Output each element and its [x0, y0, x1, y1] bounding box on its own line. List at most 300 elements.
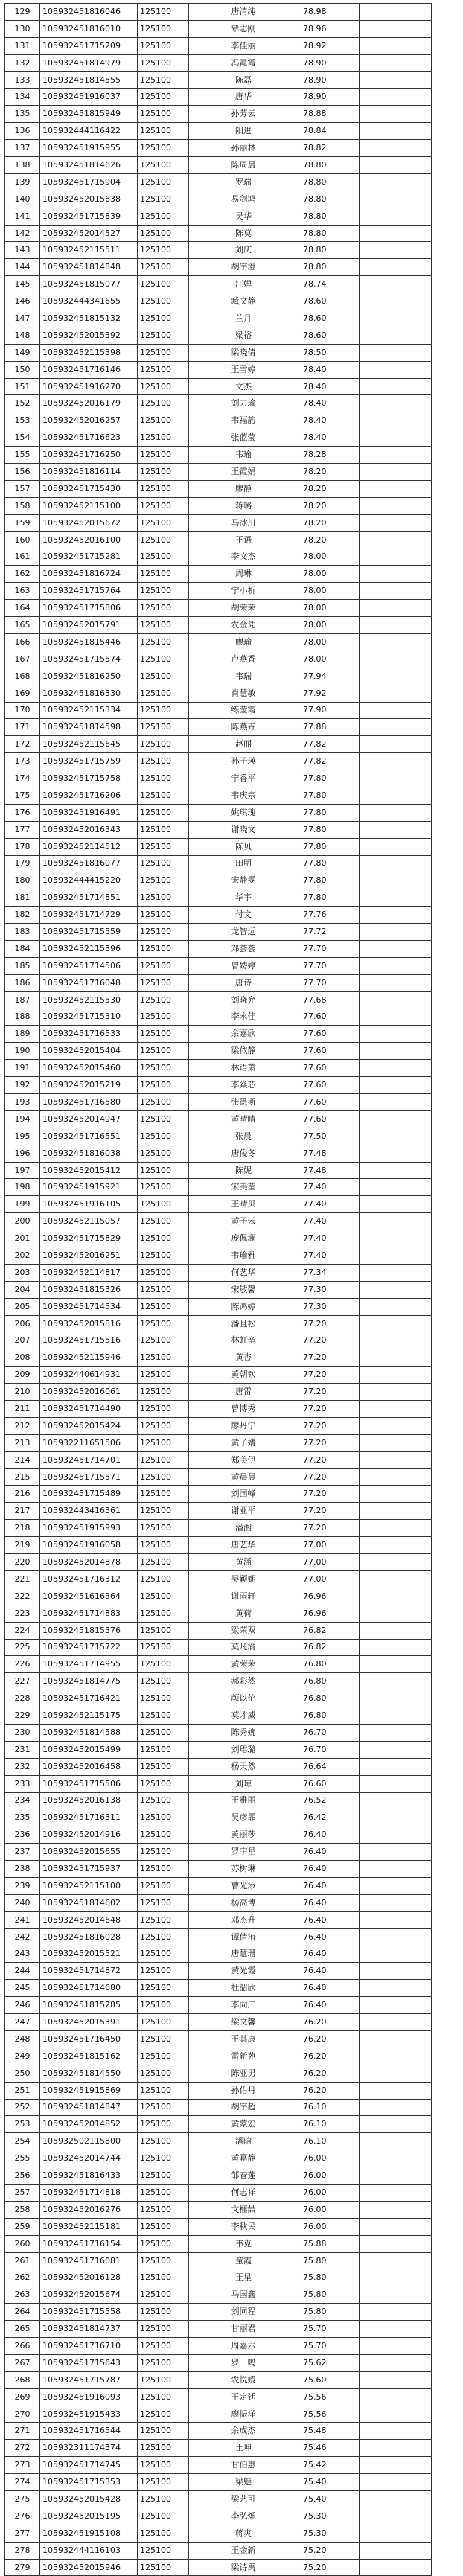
row-number: 274: [5, 2474, 40, 2491]
major-code: 125100: [138, 1486, 189, 1503]
total-score: 76.40: [298, 1980, 360, 1997]
table-row: [5, 2491, 432, 2508]
major-code: 125100: [138, 1673, 189, 1690]
major-code: 125100: [138, 1094, 189, 1111]
row-number: 209: [5, 1367, 40, 1384]
row-number: 129: [5, 4, 40, 21]
total-score: 77.80: [298, 855, 360, 872]
major-code: 125100: [138, 2150, 189, 2167]
candidate-name: 谢雨轩: [189, 1588, 298, 1605]
total-score: 77.00: [298, 1570, 360, 1588]
row-number: 235: [5, 1809, 40, 1826]
total-score: 76.80: [298, 1673, 360, 1690]
candidate-id: 105932451816028: [40, 1928, 138, 1946]
table-row: [5, 2406, 432, 2423]
table-row: [5, 719, 432, 736]
total-score: 78.00: [298, 651, 360, 668]
major-code: 125100: [138, 1656, 189, 1673]
major-code: 125100: [138, 1758, 189, 1775]
row-number: 130: [5, 20, 40, 37]
table-row: [5, 361, 432, 378]
candidate-id: 105932451714883: [40, 1605, 138, 1622]
total-score: 78.82: [298, 140, 360, 157]
table-row: [5, 2388, 432, 2406]
row-number: 271: [5, 2423, 40, 2440]
total-score: 78.90: [298, 89, 360, 106]
total-score: 77.92: [298, 685, 360, 702]
major-code: 125100: [138, 20, 189, 37]
major-code: 125100: [138, 1009, 189, 1026]
empty-cell: [360, 1417, 432, 1434]
table-row: [5, 1928, 432, 1946]
major-code: 125100: [138, 1554, 189, 1571]
candidate-name: 林语萧: [189, 1060, 298, 1077]
empty-cell: [360, 974, 432, 991]
candidate-id: 105932451815949: [40, 106, 138, 123]
row-number: 176: [5, 804, 40, 821]
total-score: 75.88: [298, 2235, 360, 2252]
candidate-id: 105932451715643: [40, 2354, 138, 2371]
candidate-id: 105932451715764: [40, 583, 138, 600]
candidate-id: 105932451916058: [40, 1537, 138, 1554]
candidate-name: 郑美伊: [189, 1451, 298, 1468]
total-score: 77.80: [298, 821, 360, 838]
major-code: 125100: [138, 106, 189, 123]
table-row: [5, 1911, 432, 1928]
row-number: 267: [5, 2354, 40, 2371]
total-score: 77.40: [298, 1247, 360, 1265]
empty-cell: [360, 889, 432, 907]
row-number: 207: [5, 1332, 40, 1349]
table-row: [5, 991, 432, 1009]
total-score: 78.84: [298, 123, 360, 140]
table-row: [5, 327, 432, 344]
total-score: 78.28: [298, 447, 360, 464]
empty-cell: [360, 2321, 432, 2338]
candidate-name: 何艺华: [189, 1264, 298, 1281]
row-number: 228: [5, 1690, 40, 1707]
empty-cell: [360, 736, 432, 753]
total-score: 78.40: [298, 429, 360, 447]
candidate-id: 105932451816046: [40, 4, 138, 21]
row-number: 166: [5, 633, 40, 651]
total-score: 77.20: [298, 1451, 360, 1468]
table-row: [5, 907, 432, 924]
table-row: [5, 2030, 432, 2048]
total-score: 75.48: [298, 2423, 360, 2440]
candidate-id: 105932451715904: [40, 173, 138, 191]
candidate-name: 黄荷: [189, 1605, 298, 1622]
candidate-id: 105932451714506: [40, 957, 138, 974]
total-score: 77.00: [298, 1554, 360, 1571]
empty-cell: [360, 2474, 432, 2491]
empty-cell: [360, 855, 432, 872]
total-score: 78.00: [298, 600, 360, 617]
row-number: 137: [5, 140, 40, 157]
candidate-name: 唐华: [189, 89, 298, 106]
candidate-id: 105932452016257: [40, 412, 138, 429]
total-score: 78.80: [298, 157, 360, 174]
major-code: 125100: [138, 2167, 189, 2185]
total-score: 77.30: [298, 1281, 360, 1298]
candidate-name: 梁文馨: [189, 2014, 298, 2031]
total-score: 78.20: [298, 464, 360, 481]
candidate-id: 105932451716312: [40, 1570, 138, 1588]
total-score: 77.60: [298, 1094, 360, 1111]
major-code: 125100: [138, 1622, 189, 1639]
row-number: 233: [5, 1775, 40, 1792]
total-score: 76.96: [298, 1605, 360, 1622]
empty-cell: [360, 702, 432, 719]
table-row: [5, 1281, 432, 1298]
row-number: 165: [5, 617, 40, 634]
table-row: [5, 20, 432, 37]
empty-cell: [360, 2269, 432, 2286]
major-code: 125100: [138, 157, 189, 174]
table-row: [5, 957, 432, 974]
empty-cell: [360, 940, 432, 957]
total-score: 77.60: [298, 1110, 360, 1128]
candidate-id: 105932452115181: [40, 2218, 138, 2235]
candidate-id: 105932444415220: [40, 872, 138, 889]
row-number: 237: [5, 1844, 40, 1861]
row-number: 188: [5, 1009, 40, 1026]
empty-cell: [360, 651, 432, 668]
empty-cell: [360, 89, 432, 106]
candidate-id: 105932451715559: [40, 924, 138, 941]
candidate-name: 廖静: [189, 480, 298, 497]
major-code: 125100: [138, 2252, 189, 2269]
major-code: 125100: [138, 1145, 189, 1162]
row-number: 217: [5, 1503, 40, 1520]
row-number: 172: [5, 736, 40, 753]
table-row: [5, 1179, 432, 1196]
total-score: 78.98: [298, 4, 360, 21]
major-code: 125100: [138, 1367, 189, 1384]
total-score: 76.10: [298, 2133, 360, 2150]
candidate-id: 105932502115800: [40, 2133, 138, 2150]
candidate-id: 105932444116422: [40, 123, 138, 140]
empty-cell: [360, 1179, 432, 1196]
empty-cell: [360, 1775, 432, 1792]
major-code: 125100: [138, 89, 189, 106]
table-row: [5, 480, 432, 497]
total-score: 75.40: [298, 2474, 360, 2491]
candidate-name: 农悦嫒: [189, 2371, 298, 2388]
empty-cell: [360, 2440, 432, 2457]
empty-cell: [360, 2150, 432, 2167]
total-score: 76.82: [298, 1639, 360, 1656]
table-row: [5, 685, 432, 702]
empty-cell: [360, 208, 432, 225]
total-score: 76.82: [298, 1622, 360, 1639]
total-score: 76.42: [298, 1809, 360, 1826]
candidate-name: 卢燕香: [189, 651, 298, 668]
table-row: [5, 1605, 432, 1622]
major-code: 125100: [138, 378, 189, 395]
major-code: 125100: [138, 651, 189, 668]
row-number: 222: [5, 1588, 40, 1605]
candidate-id: 105932452014852: [40, 2116, 138, 2133]
candidate-id: 105932452016100: [40, 531, 138, 549]
major-code: 125100: [138, 1826, 189, 1844]
candidate-id: 105932451814848: [40, 259, 138, 276]
table-row: [5, 1315, 432, 1332]
total-score: 78.60: [298, 293, 360, 310]
candidate-id: 105932451916105: [40, 1196, 138, 1213]
candidate-id: 105932451715430: [40, 480, 138, 497]
table-row: [5, 1861, 432, 1878]
table-row: [5, 208, 432, 225]
candidate-name: 余嘉欣: [189, 1026, 298, 1043]
candidate-id: 105932451916037: [40, 89, 138, 106]
empty-cell: [360, 2508, 432, 2525]
row-number: 162: [5, 566, 40, 583]
major-code: 125100: [138, 531, 189, 549]
candidate-name: 黄丽莎: [189, 1826, 298, 1844]
candidate-id: 105932452115100: [40, 497, 138, 514]
empty-cell: [360, 1367, 432, 1384]
candidate-id: 105932451716146: [40, 361, 138, 378]
major-code: 125100: [138, 974, 189, 991]
major-code: 125100: [138, 702, 189, 719]
major-code: 125100: [138, 907, 189, 924]
total-score: 75.56: [298, 2388, 360, 2406]
row-number: 167: [5, 651, 40, 668]
major-code: 125100: [138, 4, 189, 21]
table-row: [5, 2371, 432, 2388]
major-code: 125100: [138, 1077, 189, 1094]
candidate-id: 105932451716533: [40, 1026, 138, 1043]
total-score: 78.80: [298, 173, 360, 191]
empty-cell: [360, 1570, 432, 1588]
candidate-id: 105932451715574: [40, 651, 138, 668]
table-row: [5, 770, 432, 787]
table-row: [5, 838, 432, 855]
major-code: 125100: [138, 1844, 189, 1861]
candidate-name: 王坤: [189, 2440, 298, 2457]
table-row: [5, 2150, 432, 2167]
major-code: 125100: [138, 1911, 189, 1928]
total-score: 76.20: [298, 2065, 360, 2082]
major-code: 125100: [138, 1349, 189, 1367]
total-score: 76.80: [298, 1690, 360, 1707]
major-code: 125100: [138, 957, 189, 974]
table-row: [5, 2269, 432, 2286]
row-number: 139: [5, 173, 40, 191]
candidate-id: 105932451715839: [40, 208, 138, 225]
major-code: 125100: [138, 583, 189, 600]
total-score: 78.90: [298, 54, 360, 71]
candidate-name: 胡荣荣: [189, 600, 298, 617]
candidate-name: 蒋璐: [189, 497, 298, 514]
candidate-id: 105932451814555: [40, 71, 138, 89]
candidate-name: 陈亚男: [189, 2065, 298, 2082]
total-score: 77.20: [298, 1349, 360, 1367]
row-number: 240: [5, 1894, 40, 1911]
candidate-id: 105932452016251: [40, 1247, 138, 1265]
table-row: [5, 1009, 432, 1026]
row-number: 184: [5, 940, 40, 957]
empty-cell: [360, 1520, 432, 1537]
row-number: 259: [5, 2218, 40, 2235]
candidate-name: 梁裕: [189, 327, 298, 344]
row-number: 263: [5, 2286, 40, 2304]
major-code: 125100: [138, 1792, 189, 1809]
major-code: 125100: [138, 1588, 189, 1605]
candidate-name: 王星: [189, 2269, 298, 2286]
candidate-name: 唐艺华: [189, 1537, 298, 1554]
candidate-name: 宋敏馨: [189, 1281, 298, 1298]
candidate-id: 105932451716551: [40, 1128, 138, 1145]
empty-cell: [360, 787, 432, 804]
table-row: [5, 668, 432, 685]
row-number: 170: [5, 702, 40, 719]
candidate-id: 105932451714701: [40, 1451, 138, 1468]
candidate-id: 105932451714490: [40, 1401, 138, 1418]
total-score: 75.20: [298, 2542, 360, 2559]
candidate-id: 105932451816038: [40, 1145, 138, 1162]
empty-cell: [360, 1605, 432, 1622]
candidate-id: 105932451716623: [40, 429, 138, 447]
table-row: [5, 617, 432, 634]
row-number: 191: [5, 1060, 40, 1077]
candidate-name: 李文杰: [189, 549, 298, 566]
empty-cell: [360, 2542, 432, 2559]
major-code: 125100: [138, 1179, 189, 1196]
candidate-name: 韦克: [189, 2235, 298, 2252]
empty-cell: [360, 1826, 432, 1844]
major-code: 125100: [138, 2321, 189, 2338]
candidate-name: 王晴贝: [189, 1196, 298, 1213]
empty-cell: [360, 1911, 432, 1928]
candidate-name: 童霞: [189, 2252, 298, 2269]
row-number: 146: [5, 293, 40, 310]
major-code: 125100: [138, 1230, 189, 1247]
candidate-id: 105932451816330: [40, 685, 138, 702]
candidate-id: 105932451814550: [40, 2065, 138, 2082]
total-score: 76.80: [298, 1707, 360, 1725]
candidate-id: 105932451814847: [40, 2099, 138, 2116]
candidate-name: 王金新: [189, 2542, 298, 2559]
major-code: 125100: [138, 770, 189, 787]
table-row: [5, 2048, 432, 2065]
major-code: 125100: [138, 889, 189, 907]
candidate-id: 105932451715516: [40, 1332, 138, 1349]
table-row: [5, 293, 432, 310]
candidate-name: 黄杏: [189, 1349, 298, 1367]
table-row: [5, 1503, 432, 1520]
candidate-id: 105932452115946: [40, 1349, 138, 1367]
row-number: 220: [5, 1554, 40, 1571]
table-row: [5, 2218, 432, 2235]
candidate-name: 田明: [189, 855, 298, 872]
major-code: 125100: [138, 2440, 189, 2457]
empty-cell: [360, 2525, 432, 2542]
major-code: 125100: [138, 1281, 189, 1298]
candidate-name: 宁小析: [189, 583, 298, 600]
candidate-id: 105932451814588: [40, 1724, 138, 1741]
candidate-name: 廖振洋: [189, 2406, 298, 2423]
major-code: 125100: [138, 2457, 189, 2474]
row-number: 224: [5, 1622, 40, 1639]
candidate-id: 105932451716710: [40, 2338, 138, 2355]
candidate-name: 韦瑜雅: [189, 1247, 298, 1265]
candidate-name: 张蓝莹: [189, 429, 298, 447]
major-code: 125100: [138, 804, 189, 821]
table-row: [5, 1844, 432, 1861]
row-number: 256: [5, 2167, 40, 2185]
candidate-name: 唐清纯: [189, 4, 298, 21]
candidate-id: 105932452015521: [40, 1946, 138, 1963]
empty-cell: [360, 1451, 432, 1468]
empty-cell: [360, 497, 432, 514]
candidate-id: 105932451716421: [40, 1690, 138, 1707]
empty-cell: [360, 1928, 432, 1946]
empty-cell: [360, 1877, 432, 1894]
empty-cell: [360, 344, 432, 361]
row-number: 161: [5, 549, 40, 566]
empty-cell: [360, 480, 432, 497]
candidate-id: 105932451815132: [40, 310, 138, 327]
table-row: [5, 1622, 432, 1639]
empty-cell: [360, 617, 432, 634]
total-score: 78.40: [298, 395, 360, 412]
total-score: 78.80: [298, 191, 360, 208]
total-score: 75.80: [298, 2304, 360, 2321]
major-code: 125100: [138, 1894, 189, 1911]
table-row: [5, 412, 432, 429]
total-score: 75.40: [298, 2491, 360, 2508]
major-code: 125100: [138, 54, 189, 71]
row-number: 236: [5, 1826, 40, 1844]
empty-cell: [360, 1281, 432, 1298]
candidate-name: 廖丹宁: [189, 1417, 298, 1434]
total-score: 77.88: [298, 719, 360, 736]
candidate-id: 105932451714745: [40, 2457, 138, 2474]
major-code: 125100: [138, 600, 189, 617]
candidate-id: 105932451814598: [40, 719, 138, 736]
total-score: 78.80: [298, 242, 360, 259]
candidate-name: 曾博秀: [189, 1401, 298, 1418]
empty-cell: [360, 2201, 432, 2218]
table-row: [5, 974, 432, 991]
total-score: 76.40: [298, 1826, 360, 1844]
total-score: 78.90: [298, 71, 360, 89]
total-score: 77.20: [298, 1503, 360, 1520]
candidate-name: 梁晓倩: [189, 344, 298, 361]
total-score: 77.60: [298, 1060, 360, 1077]
empty-cell: [360, 1997, 432, 2014]
major-code: 125100: [138, 1401, 189, 1418]
empty-cell: [360, 106, 432, 123]
row-number: 175: [5, 787, 40, 804]
candidate-name: 姚琪瑰: [189, 804, 298, 821]
table-row: [5, 1417, 432, 1434]
empty-cell: [360, 907, 432, 924]
major-code: 125100: [138, 1946, 189, 1963]
empty-cell: [360, 1622, 432, 1639]
score-table: [4, 3, 432, 2576]
total-score: 76.70: [298, 1724, 360, 1741]
candidate-id: 105932452015404: [40, 1043, 138, 1060]
candidate-name: 文杰: [189, 378, 298, 395]
major-code: 125100: [138, 1128, 189, 1145]
empty-cell: [360, 1162, 432, 1179]
major-code: 125100: [138, 1980, 189, 1997]
total-score: 76.20: [298, 2030, 360, 2048]
table-row: [5, 1946, 432, 1963]
